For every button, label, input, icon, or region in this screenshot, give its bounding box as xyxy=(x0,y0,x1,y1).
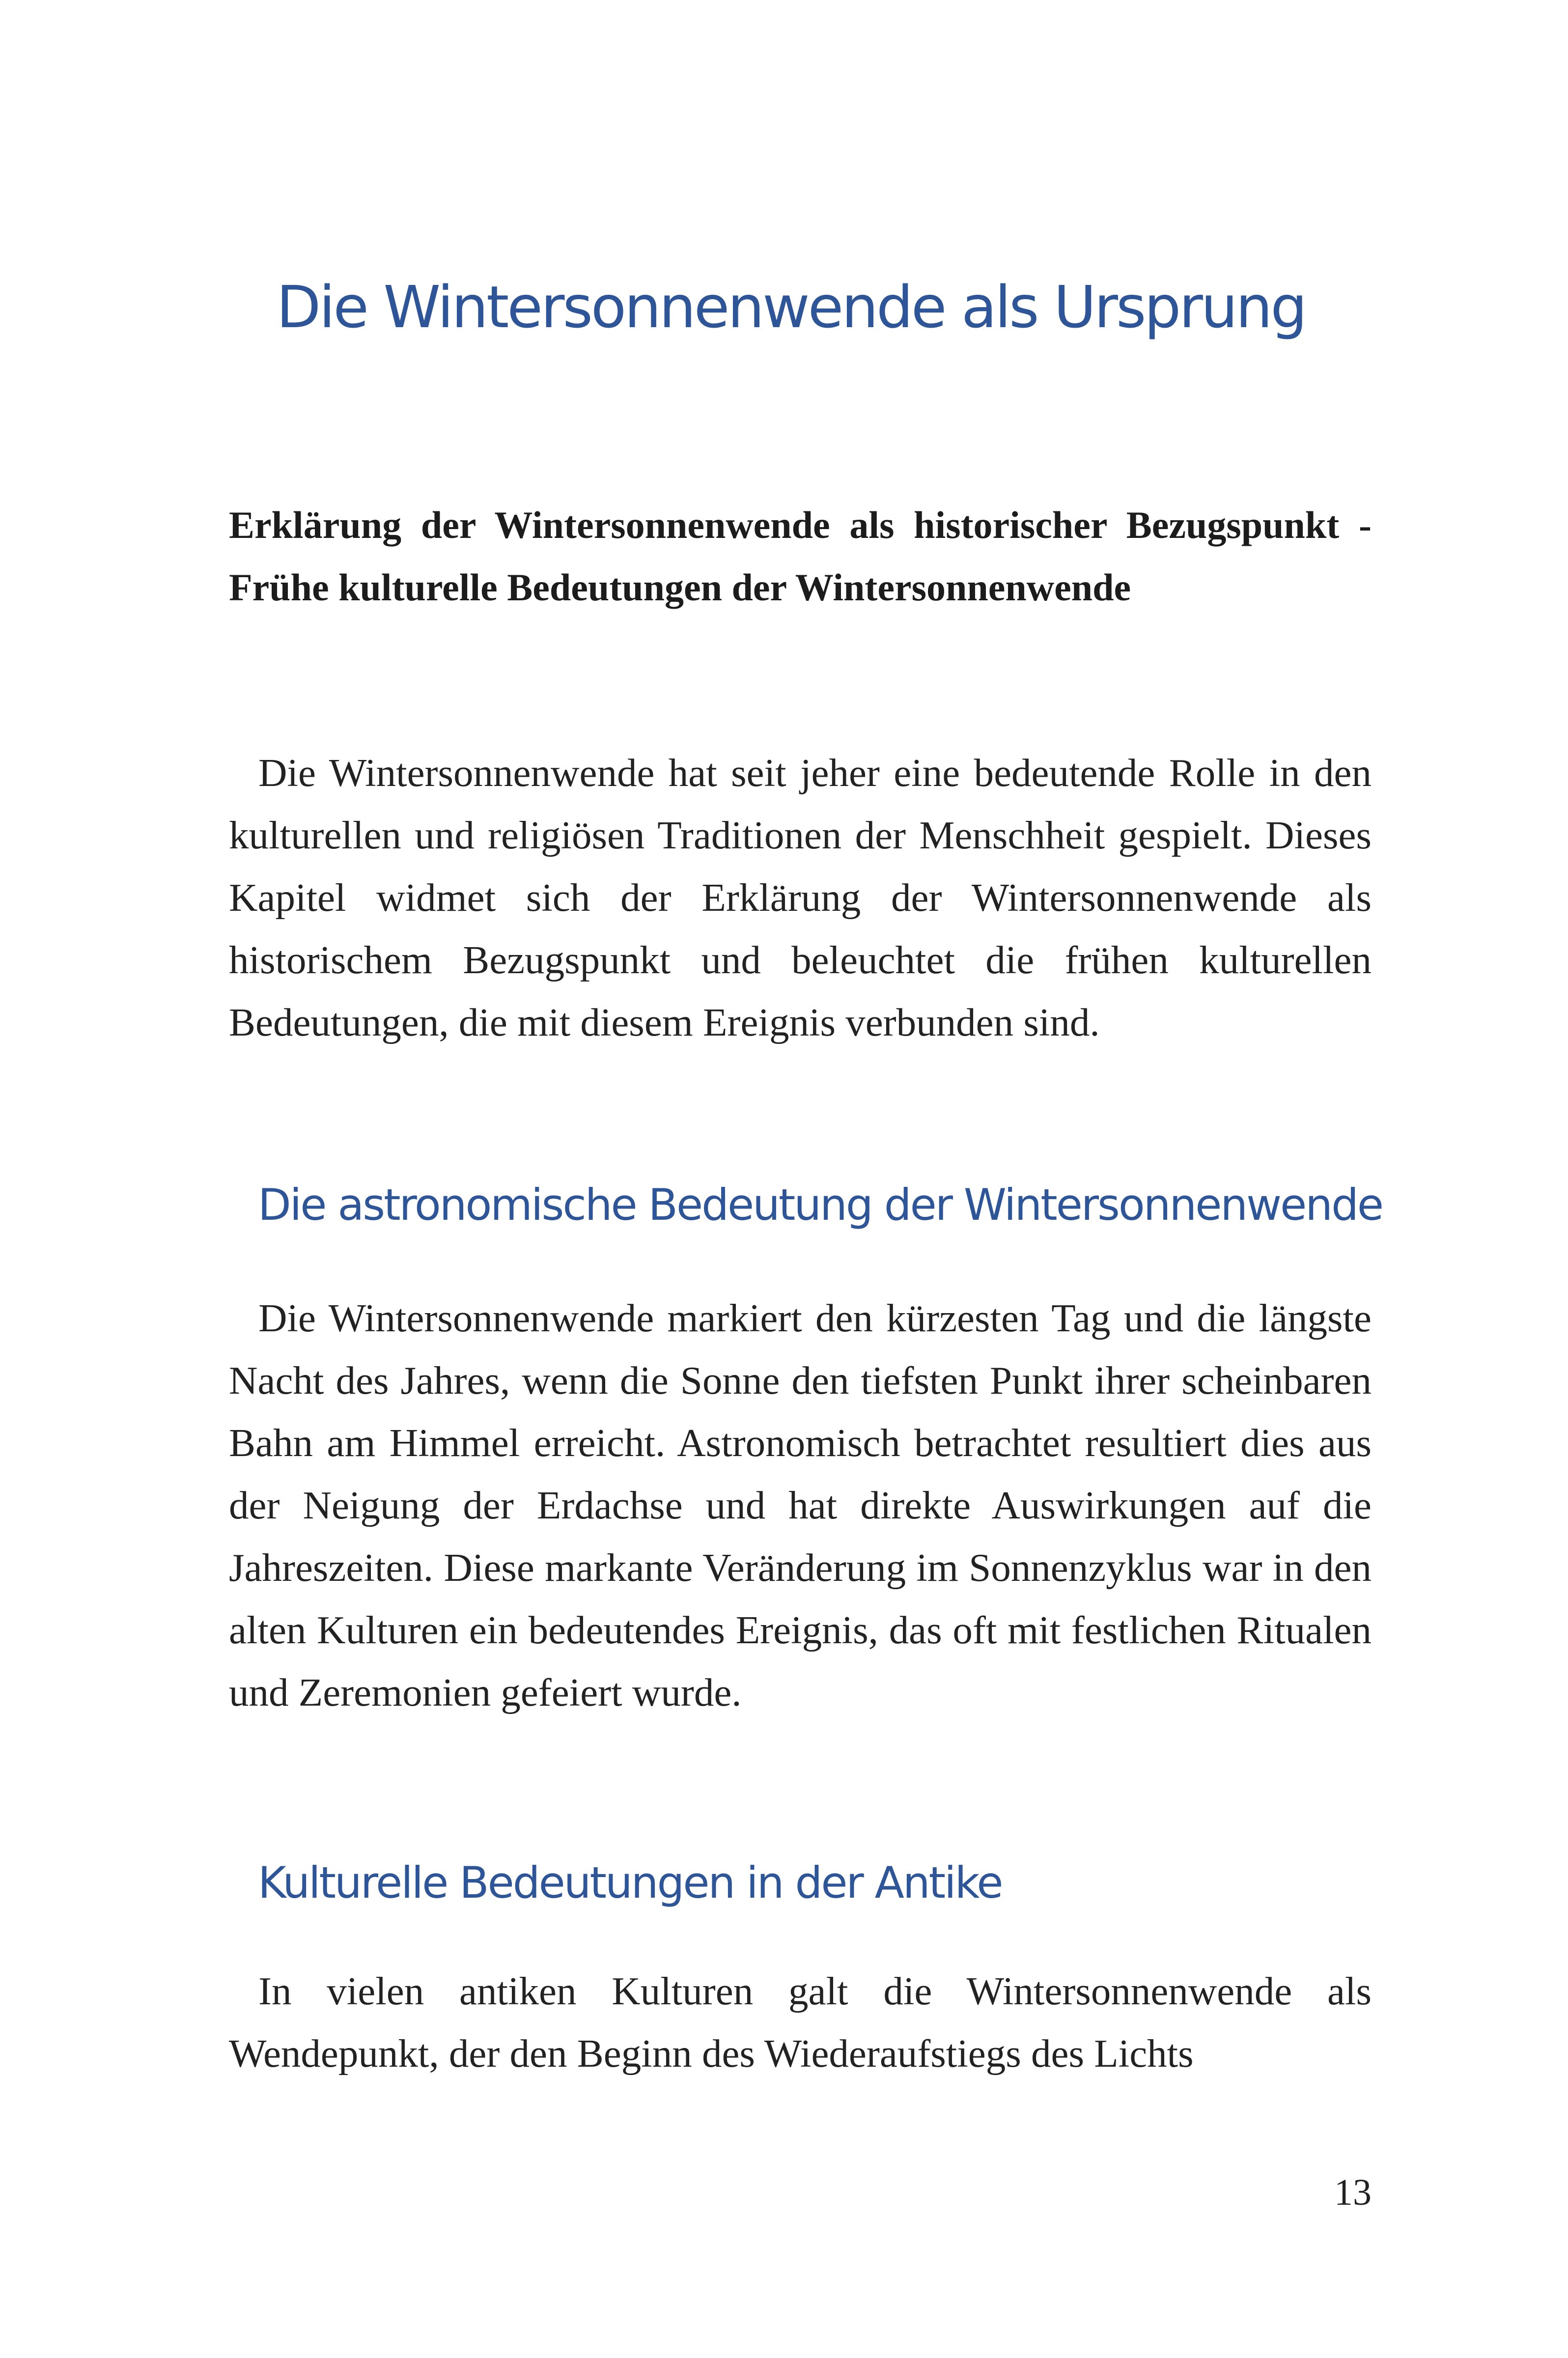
paragraph-astronomy: Die Wintersonnenwende markiert den kürzesten Tag und die längste Nacht des Jahres, wenn die Sonne den tiefsten Punkt ihrer scheinbaren Bahn am Himmel erreicht. Astronomisch betrachtet resultiert dies aus der Neigung der Erdachse und hat direkte Auswirkungen auf die Jahreszeiten. Diese markante Veränderung im Sonnenzyklus war in den alten Kulturen ein bedeutendes Ereignis, das oft mit festlichen Ritualen und Zeremonien gefeiert wurde. xyxy=(229,1296,1372,1714)
paragraph-intro: Die Wintersonnenwende hat seit jeher eine bedeutende Rolle in den kulturellen und religiösen Traditionen der Menschheit gespielt. Dieses Kapitel widmet sich der Erklärung der Wintersonnenwende als historischem Bezugspunkt und beleuchtet die frühen kulturellen Bedeutungen, die mit diesem Ereignis verbunden sind. xyxy=(229,751,1372,1044)
section-heading-antiquity: Kulturelle Bedeutungen in der Antike xyxy=(258,1857,1002,1908)
paragraph-antiquity: In vielen antiken Kulturen galt die Wintersonnenwende als Wendepunkt, der den Beginn des Wiederaufstiegs des Lichts xyxy=(229,1969,1372,2076)
section-heading-astronomy: Die astronomische Bedeutung der Wintersonnenwende xyxy=(258,1179,1383,1230)
chapter-lead: Erklärung der Wintersonnenwende als historischer Bezugspunkt - Frühe kulturelle Bedeutungen der Wintersonnenwende xyxy=(229,504,1372,609)
chapter-title: Die Wintersonnenwende als Ursprung xyxy=(276,273,1306,341)
page-number: 13 xyxy=(1334,2172,1372,2213)
